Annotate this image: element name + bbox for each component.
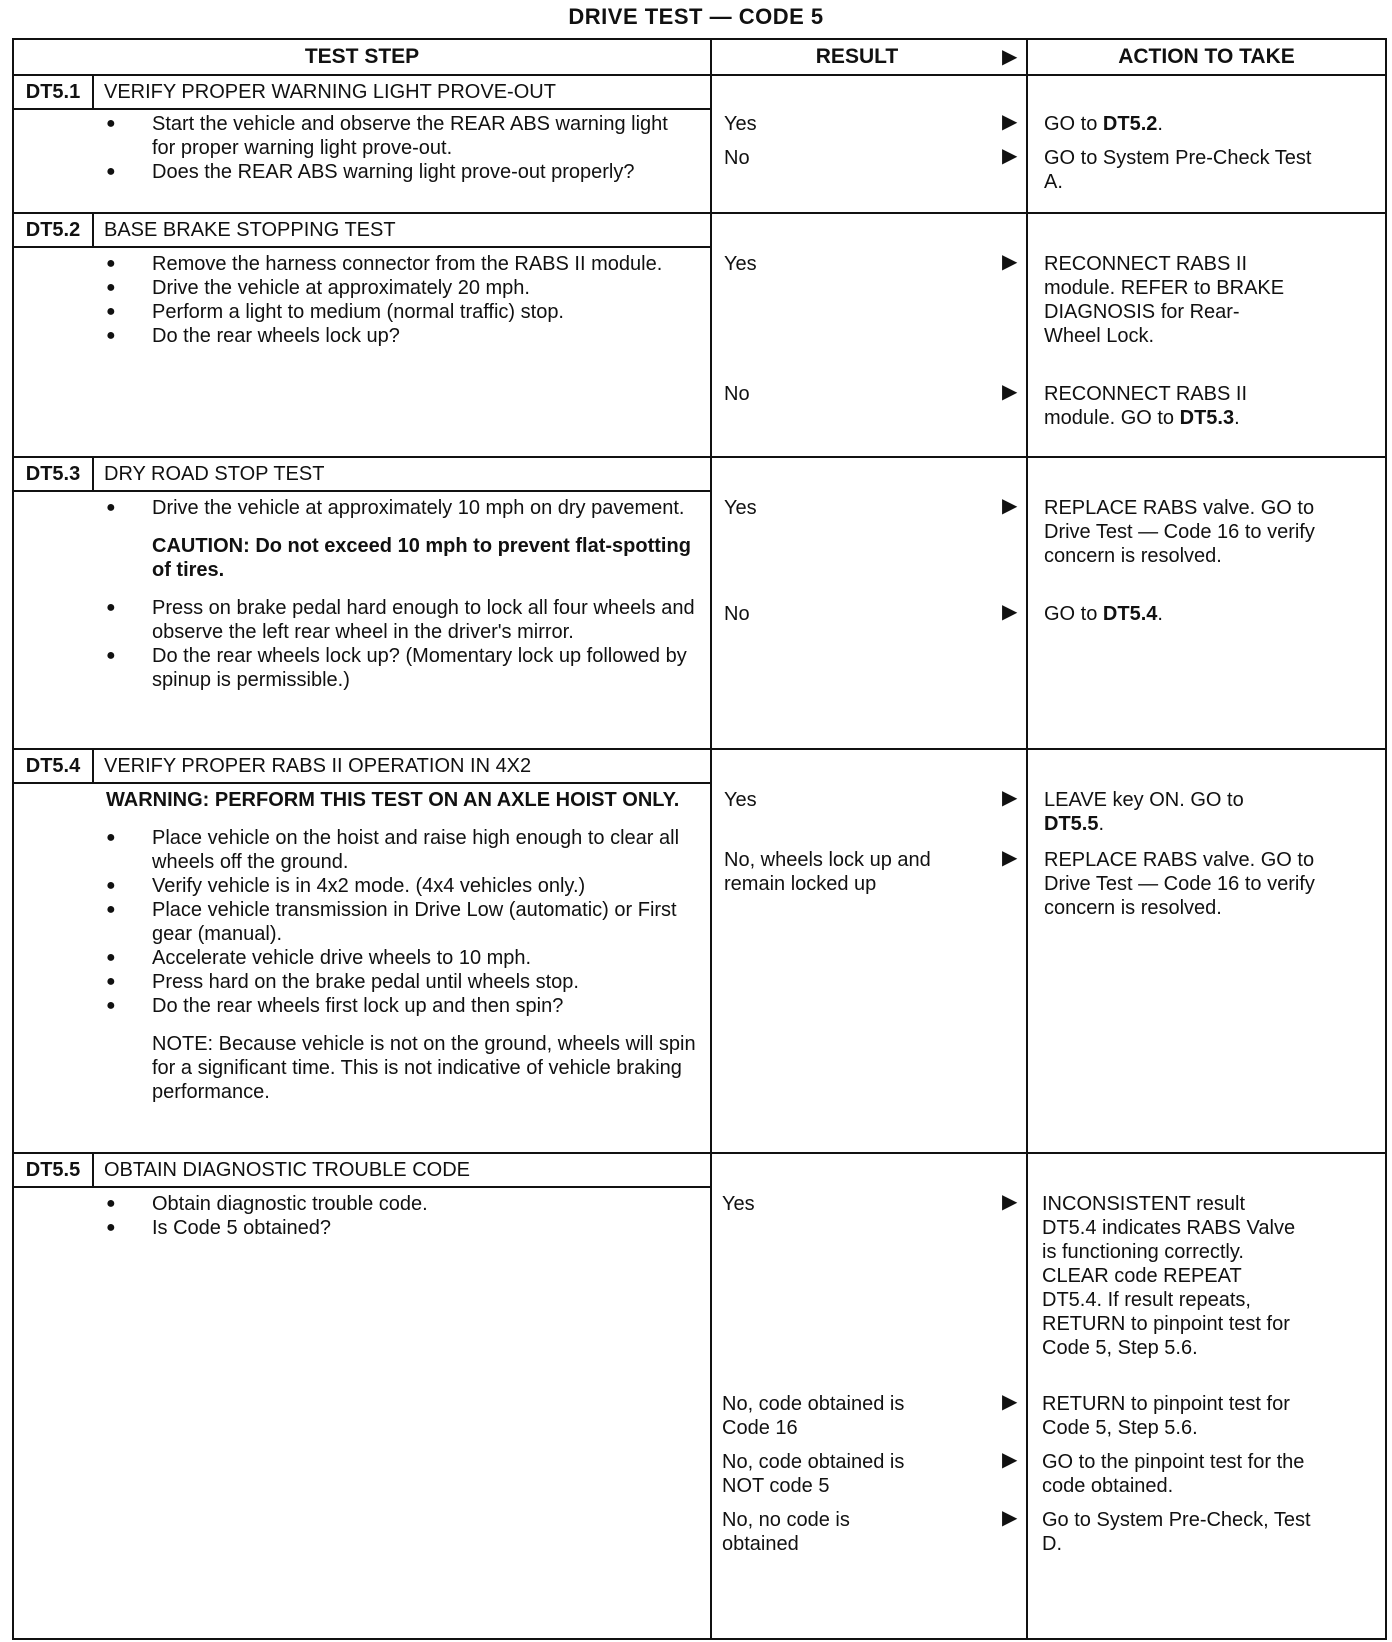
bullet-item: ● Do the rear wheels lock up? (Momentary lock up followed by spinup is permissible.) bbox=[106, 644, 696, 692]
arrow-icon: ▶ bbox=[1002, 46, 1018, 68]
arrow-icon: ▶ bbox=[1002, 251, 1018, 273]
step-id: DT5.2 bbox=[14, 214, 94, 246]
step-title: VERIFY PROPER WARNING LIGHT PROVE-OUT bbox=[104, 81, 556, 103]
bullet-item: ● Press hard on the brake pedal until wheels stop. bbox=[106, 970, 696, 994]
arrow-icon: ▶ bbox=[1002, 601, 1018, 623]
result-text: No, no code is obtained bbox=[722, 1509, 850, 1555]
step-body bbox=[106, 1192, 696, 1240]
bullet-item: ● Perform a light to medium (normal traffic) stop. bbox=[106, 300, 696, 324]
bullet-item: ● Start the vehicle and observe the REAR ABS warning light for proper warning light prove-out. bbox=[106, 112, 696, 160]
step-id: DT5.3 bbox=[14, 458, 94, 490]
arrow-icon: ▶ bbox=[1002, 1191, 1018, 1213]
bullet-item: ● Accelerate vehicle drive wheels to 10 mph. bbox=[106, 946, 696, 970]
bullet-item: ● Do the rear wheels lock up? bbox=[106, 324, 696, 348]
header-action: ACTION TO TAKE bbox=[1118, 45, 1295, 68]
step-body bbox=[106, 496, 696, 692]
result-text: No bbox=[724, 603, 750, 625]
action-text: RETURN to pinpoint test for Code 5, Step 5.6. bbox=[1042, 1393, 1290, 1439]
result-text: Yes bbox=[724, 253, 757, 275]
action-text: REPLACE RABS valve. GO to Drive Test — Code 16 to verify concern is resolved. bbox=[1044, 849, 1315, 919]
action-text: GO to DT5.4. bbox=[1044, 603, 1163, 625]
page-title: DRIVE TEST — CODE 5 bbox=[568, 4, 824, 29]
divider bbox=[14, 1186, 710, 1188]
step-title: BASE BRAKE STOPPING TEST bbox=[104, 219, 396, 241]
drive-test-table bbox=[12, 38, 1387, 1640]
result-text: Yes bbox=[724, 789, 757, 811]
column-divider bbox=[710, 40, 712, 1638]
bullet-item: ● Remove the harness connector from the RABS II module. bbox=[106, 252, 696, 276]
step-title: OBTAIN DIAGNOSTIC TROUBLE CODE bbox=[104, 1159, 470, 1181]
arrow-icon: ▶ bbox=[1002, 111, 1018, 133]
bullet-item: ● Drive the vehicle at approximately 20 mph. bbox=[106, 276, 696, 300]
header-result: RESULT bbox=[815, 45, 899, 68]
step-title: DRY ROAD STOP TEST bbox=[104, 463, 325, 485]
header-test-step: TEST STEP bbox=[304, 45, 420, 68]
divider bbox=[14, 246, 710, 248]
step-body bbox=[106, 252, 696, 348]
bullet-item: ● Place vehicle on the hoist and raise high enough to clear all wheels off the ground. bbox=[106, 826, 696, 874]
arrow-icon: ▶ bbox=[1002, 145, 1018, 167]
bullet-item: ● Does the REAR ABS warning light prove-out properly? bbox=[106, 160, 696, 184]
arrow-icon: ▶ bbox=[1002, 1507, 1018, 1529]
bullet-item: ● Drive the vehicle at approximately 10 mph on dry pavement. bbox=[106, 496, 696, 520]
action-text: GO to DT5.2. bbox=[1044, 113, 1163, 135]
result-text: Yes bbox=[724, 497, 757, 519]
result-text: Yes bbox=[722, 1193, 755, 1215]
result-text: Yes bbox=[724, 113, 757, 135]
action-text: LEAVE key ON. GO to DT5.5. bbox=[1044, 789, 1244, 835]
divider bbox=[14, 782, 710, 784]
step-body bbox=[106, 112, 696, 184]
result-text: No bbox=[724, 383, 750, 405]
divider bbox=[14, 490, 710, 492]
action-text: RECONNECT RABS II module. REFER to BRAKE DIAGNOSIS for Rear-Wheel Lock. bbox=[1044, 253, 1285, 347]
action-text: GO to System Pre-Check Test A. bbox=[1044, 147, 1312, 193]
result-text: No, wheels lock up and remain locked up bbox=[724, 849, 931, 895]
action-text: GO to the pinpoint test for the code obtained. bbox=[1042, 1451, 1305, 1497]
bullet-item: ● Do the rear wheels first lock up and then spin? bbox=[106, 994, 696, 1018]
bullet-item: ● Verify vehicle is in 4x2 mode. (4x4 vehicles only.) bbox=[106, 874, 696, 898]
action-text: Go to System Pre-Check, Test D. bbox=[1042, 1509, 1311, 1555]
result-text: No, code obtained is NOT code 5 bbox=[722, 1451, 905, 1497]
arrow-icon: ▶ bbox=[1002, 1391, 1018, 1413]
result-text: No, code obtained is Code 16 bbox=[722, 1393, 905, 1439]
caution-text: CAUTION: Do not exceed 10 mph to prevent flat-spotting of tires. bbox=[152, 535, 691, 581]
result-text: No bbox=[724, 147, 750, 169]
note-text: NOTE: Because vehicle is not on the ground, wheels will spin for a significant time. This is not indicative of vehicle braking performance. bbox=[152, 1033, 696, 1103]
bullet-item: ● Place vehicle transmission in Drive Low (automatic) or First gear (manual). bbox=[106, 898, 696, 946]
divider bbox=[14, 108, 710, 110]
bullet-item: ● Obtain diagnostic trouble code. bbox=[106, 1192, 696, 1216]
arrow-icon: ▶ bbox=[1002, 847, 1018, 869]
warning-text: WARNING: PERFORM THIS TEST ON AN AXLE HOIST ONLY. bbox=[106, 789, 680, 811]
arrow-icon: ▶ bbox=[1002, 1449, 1018, 1471]
column-divider bbox=[1026, 40, 1028, 1638]
arrow-icon: ▶ bbox=[1002, 381, 1018, 403]
action-text: REPLACE RABS valve. GO to Drive Test — Code 16 to verify concern is resolved. bbox=[1044, 497, 1315, 567]
step-id: DT5.1 bbox=[14, 76, 94, 108]
step-body bbox=[106, 788, 696, 1104]
bullet-item: ● Is Code 5 obtained? bbox=[106, 1216, 696, 1240]
action-text: INCONSISTENT result DT5.4 indicates RABS Valve is functioning correctly. CLEAR code REPEAT DT5.4. If result repeats, RETURN to pinpoint test for Code 5, Step 5.6. bbox=[1042, 1193, 1296, 1359]
bullet-item: ● Press on brake pedal hard enough to lock all four wheels and observe the left rear wheel in the driver's mirror. bbox=[106, 596, 696, 644]
action-text: RECONNECT RABS II module. GO to DT5.3. bbox=[1044, 383, 1247, 429]
step-id: DT5.4 bbox=[14, 750, 94, 782]
arrow-icon: ▶ bbox=[1002, 495, 1018, 517]
step-title: VERIFY PROPER RABS II OPERATION IN 4X2 bbox=[104, 755, 532, 777]
table-header bbox=[14, 40, 1385, 76]
step-id: DT5.5 bbox=[14, 1154, 94, 1186]
arrow-icon: ▶ bbox=[1002, 787, 1018, 809]
